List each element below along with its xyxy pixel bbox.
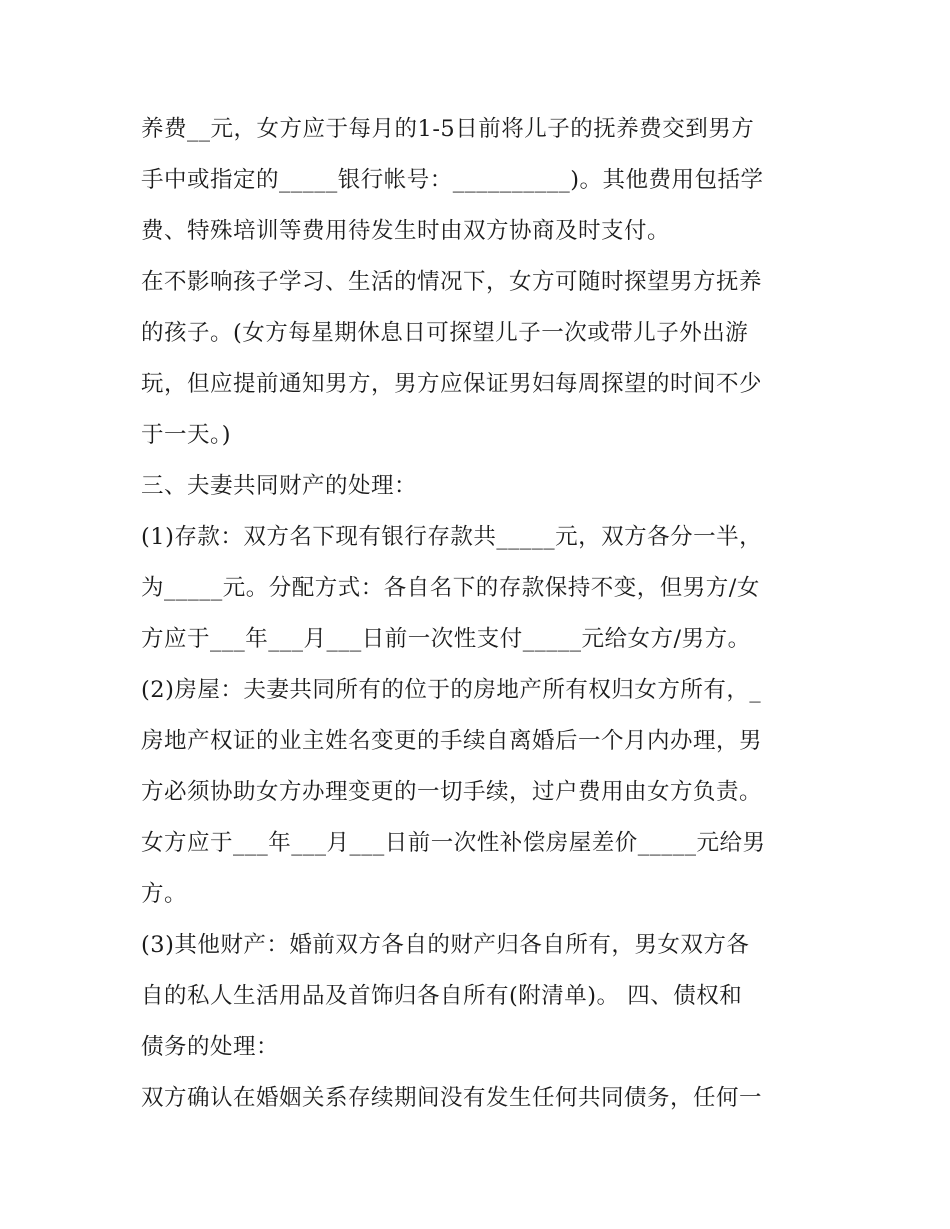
text-line: 女方应于___年___月___日前一次性补偿房屋差价_____元给男 bbox=[141, 830, 766, 856]
text-line: 在不影响孩子学习、生活的情况下，女方可随时探望男方抚养 bbox=[141, 269, 763, 295]
text-line: 的孩子。(女方每星期休息日可探望儿子一次或带儿子外出游 bbox=[141, 320, 749, 346]
text-line: 房地产权证的业主姓名变更的手续自离婚后一个月内办理，男 bbox=[141, 728, 763, 754]
text-line: (3)其他财产：婚前双方各自的财产归各自所有，男女双方各 bbox=[141, 932, 750, 958]
text-line: (2)房屋：夫妻共同所有的位于的房地产所有权归女方所有，_ bbox=[141, 677, 762, 703]
text-line: 方应于___年___月___日前一次性支付_____元给女方/男方。 bbox=[141, 626, 751, 652]
text-line: 养费__元，女方应于每月的1-5日前将儿子的抚养费交到男方 bbox=[141, 116, 755, 142]
text-line: 费、特殊培训等费用待发生时由双方协商及时支付。 bbox=[141, 218, 671, 244]
text-line: 双方确认在婚姻关系存续期间没有发生任何共同债务，任何一 bbox=[141, 1085, 763, 1111]
text-line: (1)存款：双方名下现有银行存款共_____元，双方各分一半， bbox=[141, 524, 763, 550]
document-body bbox=[141, 104, 821, 1124]
text-line: 自的私人生活用品及首饰归各自所有(附清单)。 四、债权和 bbox=[141, 983, 743, 1009]
text-line: 玩，但应提前通知男方，男方应保证男妇每周探望的时间不少 bbox=[141, 371, 763, 397]
section-heading: 三、夫妻共同财产的处理： bbox=[141, 473, 418, 499]
text-line: 方。 bbox=[141, 881, 188, 907]
text-line: 手中或指定的_____银行帐号：__________)。其他费用包括学 bbox=[141, 167, 764, 193]
text-line: 方必须协助女方办理变更的一切手续，过户费用由女方负责。 bbox=[141, 779, 763, 805]
text-line: 于一天。) bbox=[141, 422, 232, 448]
text-line: 为_____元。分配方式：各自名下的存款保持不变，但男方/女 bbox=[141, 575, 760, 601]
text-line: 债务的处理： bbox=[141, 1034, 280, 1060]
